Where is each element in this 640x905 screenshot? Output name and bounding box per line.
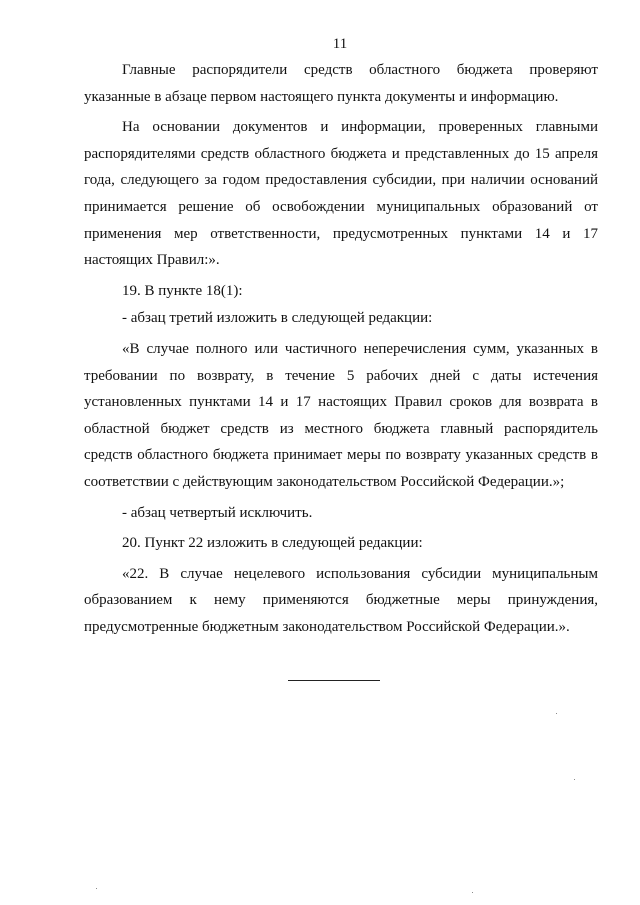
paragraph-fourth-subparagraph: - абзац четвертый исключить. [122, 504, 313, 521]
paragraph-item-20: 20. Пункт 22 изложить в следующей редакции: [122, 535, 423, 552]
paragraph-item-19: 19. В пункте 18(1): [122, 282, 243, 299]
paragraph-verification: Главные распорядители средств областного бюджета проверяют указанные в абзаце первом настоящего пункта документы и информацию. [84, 62, 598, 105]
scan-speck [472, 892, 473, 893]
paragraph-third-subparagraph: - абзац третий изложить в следующей редакции: [122, 310, 433, 327]
end-of-text-divider [288, 680, 380, 681]
scan-speck [96, 888, 97, 889]
page-number: 11 [332, 36, 348, 52]
paragraph-exemption-decision: На основании документов и информации, проверенных главными распорядителями средств областного бюджета и представленных до 15 апреля года, следующего за годом предоставления субсидии, при наличии оснований принимается решение об освобождении муниципальных образований от применения мер ответственности, предусмотренных пунктами 14 и 17 настоящих Правил:». [84, 119, 598, 269]
scan-speck [574, 779, 575, 780]
paragraph-quoted-item-22: «22. В случае нецелевого использования субсидии муниципальным образованием к нему применяются бюджетные меры принуждения, предусмотренные бюджетным законодательством Российской Федерации.». [84, 565, 598, 635]
document-body [84, 57, 598, 640]
paragraph-quoted-refund-text: «В случае полного или частичного неперечисления сумм, указанных в требовании по возврату, в течение 5 рабочих дней с даты истечения установленных пунктами 14 и 17 настоящих Правил сроков для возврата в областной бюджет средств из местного бюджета главный распорядитель средств областного бюджета принимает меры по возврату указанных средств в соответствии с действующим законодательством Российской Федерации.»; [84, 340, 598, 490]
scan-speck [556, 713, 557, 714]
